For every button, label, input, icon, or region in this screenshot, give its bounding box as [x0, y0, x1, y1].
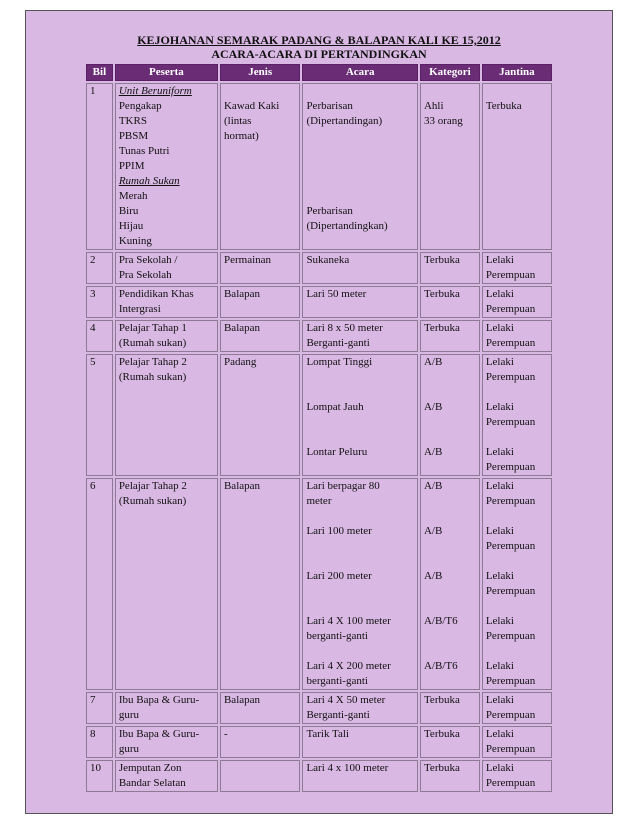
text-line: Intergrasi — [118, 303, 161, 315]
cell-bil: 2 — [86, 252, 113, 284]
text-line: Lelaki — [485, 762, 514, 774]
text-line: A/B — [423, 446, 443, 458]
text-line: Ahli — [423, 100, 444, 112]
text-line: Lelaki — [485, 322, 514, 334]
events-table — [84, 62, 554, 794]
list-item: Merah — [118, 190, 148, 202]
cell-jantina — [482, 760, 552, 792]
cell-acara: Lari 50 meter — [302, 286, 418, 318]
table-row — [86, 83, 552, 250]
text-line: Lelaki — [485, 254, 514, 266]
text-line: Ibu Bapa & Guru- — [118, 728, 200, 740]
text-line: A/B — [423, 525, 443, 537]
cell-bil: 6 — [86, 478, 113, 690]
text-line: guru — [118, 743, 139, 755]
cell-jenis: - — [220, 726, 300, 758]
text-line: Lelaki — [485, 615, 514, 627]
text-line: A/B — [423, 480, 443, 492]
cell-kategori: Terbuka — [420, 760, 480, 792]
cell-acara: Lari 4 x 100 meter — [302, 760, 418, 792]
cell-jenis: Balapan — [220, 692, 300, 724]
cell-jenis: Balapan — [220, 478, 300, 690]
cell-jenis — [220, 83, 300, 250]
cell-kategori — [420, 478, 480, 690]
text-line: Pelajar Tahap 2 — [118, 356, 187, 368]
text-line: Lelaki — [485, 288, 514, 300]
text-line: A/B/T6 — [423, 615, 458, 627]
text-line: Perempuan — [485, 495, 536, 507]
text-line: (lintas — [223, 115, 252, 127]
text-line: Lelaki — [485, 480, 514, 492]
cell-kategori: Terbuka — [420, 320, 480, 352]
cell-acara: Tarik Tali — [302, 726, 418, 758]
text-line: Lelaki — [485, 525, 514, 537]
text-line: Lelaki — [485, 446, 514, 458]
text-line: Lari 200 meter — [306, 570, 372, 582]
text-line: Perempuan — [485, 585, 536, 597]
header-jenis: Jenis — [220, 64, 300, 81]
text-line: Perbarisan — [306, 205, 353, 217]
cell-kategori: Terbuka — [420, 286, 480, 318]
text-line: Lelaki — [485, 728, 514, 740]
header-peserta: Peserta — [115, 64, 218, 81]
header-bil: Bil — [86, 64, 113, 81]
text-line: Lari berpagar 80 — [306, 480, 380, 492]
text-line: A/B — [423, 570, 443, 582]
list-item: Biru — [118, 205, 139, 217]
text-line: A/B — [423, 356, 443, 368]
text-line: guru — [118, 709, 139, 721]
text-line: Pra Sekolah — [118, 269, 172, 281]
cell-peserta — [115, 252, 218, 284]
cell-jenis: Balapan — [220, 320, 300, 352]
group-heading-houses: Rumah Sukan — [118, 175, 180, 187]
table-row — [86, 692, 552, 724]
cell-kategori: Terbuka — [420, 726, 480, 758]
cell-jenis: Balapan — [220, 286, 300, 318]
text-line: Lelaki — [485, 570, 514, 582]
text-line: Lelaki — [485, 660, 514, 672]
text-line: Lari 100 meter — [306, 525, 372, 537]
header-jantina: Jantina — [482, 64, 552, 81]
cell-jantina — [482, 286, 552, 318]
table-row — [86, 252, 552, 284]
text-line: Perempuan — [485, 371, 536, 383]
cell-kategori: Terbuka — [420, 692, 480, 724]
text-line: Lelaki — [485, 356, 514, 368]
cell-acara — [302, 320, 418, 352]
table-row — [86, 286, 552, 318]
cell-kategori — [420, 354, 480, 476]
list-item: Hijau — [118, 220, 144, 232]
text-line: Bandar Selatan — [118, 777, 186, 789]
document-subtitle: ACARA-ACARA DI PERTANDINGKAN — [211, 47, 427, 61]
header-kategori: Kategori — [420, 64, 480, 81]
cell-peserta — [115, 726, 218, 758]
document-title: KEJOHANAN SEMARAK PADANG & BALAPAN KALI KE 15,2012 — [137, 33, 501, 47]
cell-peserta — [115, 692, 218, 724]
cell-bil: 3 — [86, 286, 113, 318]
text-line: (Dipertandingkan) — [306, 220, 388, 232]
table-row — [86, 354, 552, 476]
cell-bil: 1 — [86, 83, 113, 250]
list-item: PPIM — [118, 160, 145, 172]
cell-kategori: Terbuka — [420, 252, 480, 284]
table-row — [86, 320, 552, 352]
cell-acara — [302, 354, 418, 476]
text-line: Terbuka — [485, 100, 522, 112]
cell-kategori — [420, 83, 480, 250]
cell-peserta — [115, 83, 218, 250]
text-line: Pelajar Tahap 2 — [118, 480, 187, 492]
text-line: berganti-ganti — [306, 630, 368, 642]
cell-acara: Sukaneka — [302, 252, 418, 284]
text-line: hormat) — [223, 130, 259, 142]
text-line: Pendidikan Khas — [118, 288, 194, 300]
text-line: Ibu Bapa & Guru- — [118, 694, 200, 706]
text-line: (Rumah sukan) — [118, 337, 187, 349]
table-row — [86, 726, 552, 758]
cell-jantina — [482, 252, 552, 284]
cell-acara — [302, 692, 418, 724]
table-row — [86, 478, 552, 690]
text-line: (Dipertandingan) — [306, 115, 383, 127]
cell-peserta — [115, 286, 218, 318]
list-item: Tunas Putri — [118, 145, 170, 157]
text-line: Perempuan — [485, 540, 536, 552]
text-line: Lelaki — [485, 401, 514, 413]
text-line: A/B — [423, 401, 443, 413]
text-line: Perempuan — [485, 630, 536, 642]
text-line: Perempuan — [485, 303, 536, 315]
text-line: meter — [306, 495, 332, 507]
cell-jenis: Padang — [220, 354, 300, 476]
list-item: Kuning — [118, 235, 152, 247]
table-header-row — [86, 64, 552, 81]
text-line: Perempuan — [485, 461, 536, 473]
text-line: 33 orang — [423, 115, 463, 127]
text-line: Jemputan Zon — [118, 762, 182, 774]
text-line: Pelajar Tahap 1 — [118, 322, 187, 334]
cell-bil: 5 — [86, 354, 113, 476]
cell-acara — [302, 83, 418, 250]
text-line: Lelaki — [485, 694, 514, 706]
group-heading-uniform: Unit Beruniform — [118, 85, 192, 97]
cell-jantina — [482, 83, 552, 250]
table-row — [86, 760, 552, 792]
text-line: Perempuan — [485, 337, 536, 349]
text-line: Kawad Kaki — [223, 100, 280, 112]
cell-jenis: Permainan — [220, 252, 300, 284]
text-line: Lari 4 X 100 meter — [306, 615, 391, 627]
cell-jantina — [482, 692, 552, 724]
cell-bil: 10 — [86, 760, 113, 792]
text-line: Perempuan — [485, 269, 536, 281]
text-line: Perempuan — [485, 743, 536, 755]
text-line: Lari 4 X 200 meter — [306, 660, 391, 672]
text-line: (Rumah sukan) — [118, 371, 187, 383]
cell-bil: 7 — [86, 692, 113, 724]
text-line: A/B/T6 — [423, 660, 458, 672]
cell-peserta — [115, 320, 218, 352]
cell-peserta — [115, 760, 218, 792]
text-line: Pra Sekolah / — [118, 254, 178, 266]
list-item: PBSM — [118, 130, 149, 142]
text-line: Lari 4 X 50 meter — [306, 694, 386, 706]
list-item: TKRS — [118, 115, 147, 127]
text-line: berganti-ganti — [306, 675, 368, 687]
cell-bil: 4 — [86, 320, 113, 352]
cell-acara — [302, 478, 418, 690]
text-line: Perempuan — [485, 709, 536, 721]
cell-jantina — [482, 726, 552, 758]
list-item: Pengakap — [118, 100, 162, 112]
text-line: (Rumah sukan) — [118, 495, 187, 507]
header-acara: Acara — [302, 64, 418, 81]
cell-peserta — [115, 478, 218, 690]
cell-bil: 8 — [86, 726, 113, 758]
text-line: Lontar Peluru — [306, 446, 368, 458]
text-line: Perbarisan — [306, 100, 353, 112]
cell-jenis — [220, 760, 300, 792]
text-line: Berganti-ganti — [306, 337, 370, 349]
cell-peserta — [115, 354, 218, 476]
cell-jantina — [482, 320, 552, 352]
text-line: Perempuan — [485, 675, 536, 687]
text-line: Lompat Jauh — [306, 401, 364, 413]
text-line: Lari 8 x 50 meter — [306, 322, 383, 334]
text-line: Lompat Tinggi — [306, 356, 373, 368]
cell-jantina — [482, 478, 552, 690]
cell-jantina — [482, 354, 552, 476]
text-line: Perempuan — [485, 777, 536, 789]
text-line: Berganti-ganti — [306, 709, 370, 721]
text-line: Perempuan — [485, 416, 536, 428]
